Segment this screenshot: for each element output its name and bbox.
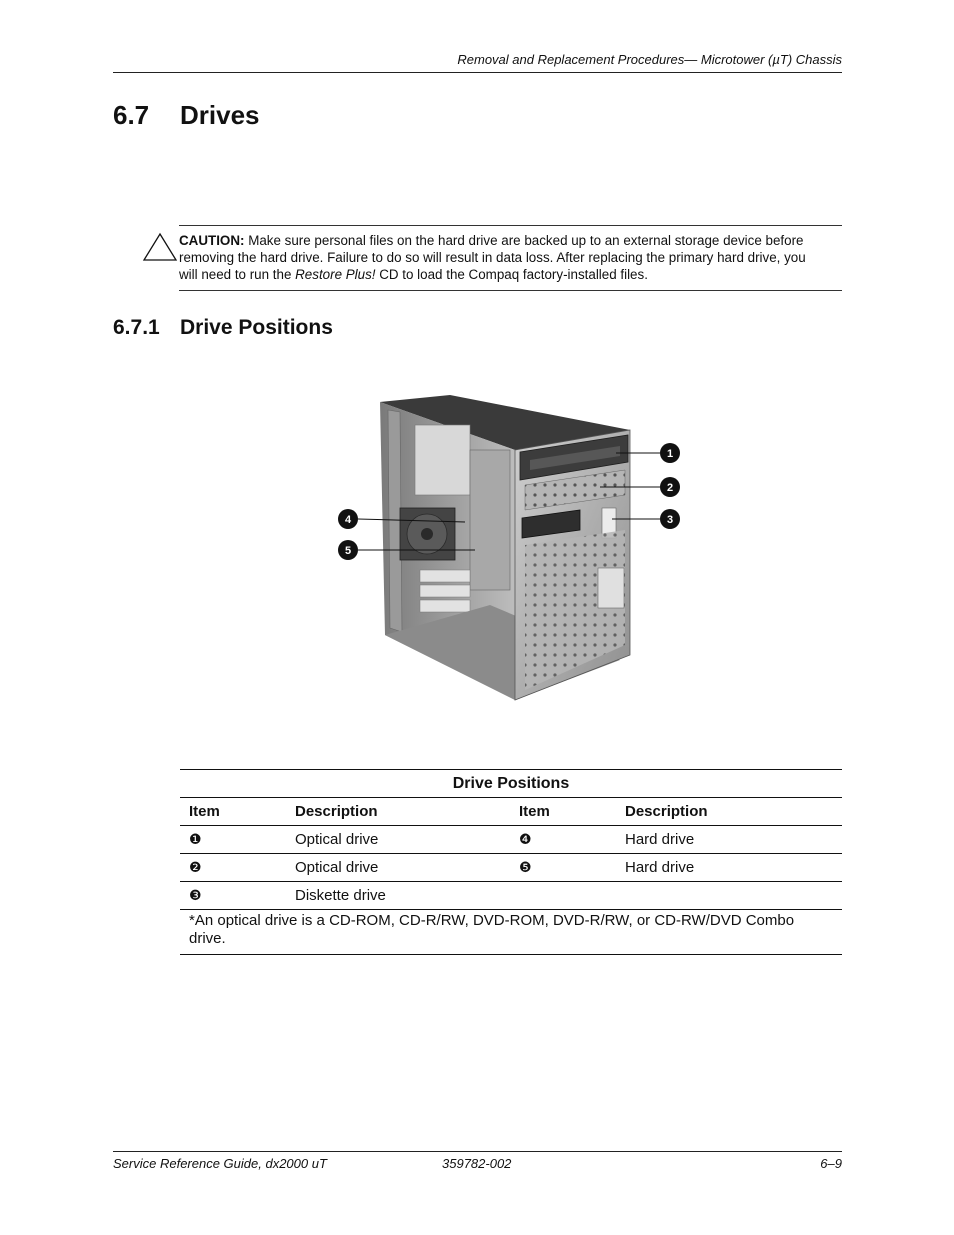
- callout-1: [660, 443, 680, 463]
- item-description: [616, 882, 842, 910]
- callout-1-label: 1: [666, 448, 674, 460]
- table-row: [180, 826, 842, 854]
- drive-positions-table: [180, 769, 842, 955]
- footer-guide-title: Service Reference Guide, dx2000 uT: [113, 1156, 327, 1171]
- subsection-title: Drive Positions: [180, 316, 333, 339]
- callout-5-label: 5: [344, 545, 352, 557]
- section-number: 6.7: [113, 100, 150, 130]
- table-caption: Drive Positions: [180, 770, 842, 798]
- running-header: [113, 50, 842, 73]
- caution-product-name: Restore Plus!: [295, 267, 376, 282]
- table-row: [180, 854, 842, 882]
- caution-label: CAUTION:: [179, 233, 245, 248]
- chassis-illustration: [330, 390, 690, 720]
- item-number: ❶: [180, 826, 286, 854]
- subsection-heading: [113, 316, 333, 340]
- section-title: Drives: [180, 100, 260, 130]
- table-row: [180, 882, 842, 910]
- caution-body-1: Make sure personal files on the hard drive are backed up to an external storage device before removing the hard drive. Failure to do so will result in data loss. After replacing the primary hard drive, you will need to run the: [179, 233, 806, 282]
- callout-4: [338, 509, 358, 529]
- item-number: ❺: [510, 854, 616, 882]
- callout-2: [660, 477, 680, 497]
- col-header-item-1: Item: [180, 798, 286, 826]
- footer-part-number: 359782-002: [442, 1156, 512, 1171]
- col-header-item-2: Item: [510, 798, 616, 826]
- running-footer: [113, 1151, 842, 1171]
- table-header-row: [180, 798, 842, 826]
- table-note: *An optical drive is a CD-ROM, CD-R/RW, DVD-ROM, DVD-R/RW, or CD-RW/DVD Combo drive.: [180, 910, 842, 955]
- running-header-text: Removal and Replacement Procedures— Microtower (µT) Chassis: [457, 52, 842, 67]
- item-description: Hard drive: [616, 854, 842, 882]
- item-description: Optical drive: [286, 854, 510, 882]
- section-heading: [113, 100, 260, 131]
- item-description: Optical drive: [286, 826, 510, 854]
- col-header-description-1: Description: [286, 798, 510, 826]
- callout-4-label: 4: [344, 514, 352, 526]
- item-description: Hard drive: [616, 826, 842, 854]
- callout-3-label: 3: [666, 514, 674, 526]
- footer-page-number: 6–9: [820, 1156, 842, 1171]
- item-number: [510, 882, 616, 910]
- callout-3: [660, 509, 680, 529]
- caution-text: [179, 232, 812, 283]
- callout-2-label: 2: [666, 482, 674, 494]
- item-number: ❹: [510, 826, 616, 854]
- subsection-number: 6.7.1: [113, 316, 160, 339]
- item-number: ❸: [180, 882, 286, 910]
- item-description: Diskette drive: [286, 882, 510, 910]
- caution-body-2: CD to load the Compaq factory-installed files.: [375, 267, 648, 282]
- caution-icon: [142, 232, 178, 262]
- caution-block: [179, 225, 842, 291]
- col-header-description-2: Description: [616, 798, 842, 826]
- item-number: ❷: [180, 854, 286, 882]
- callout-5: [338, 540, 358, 560]
